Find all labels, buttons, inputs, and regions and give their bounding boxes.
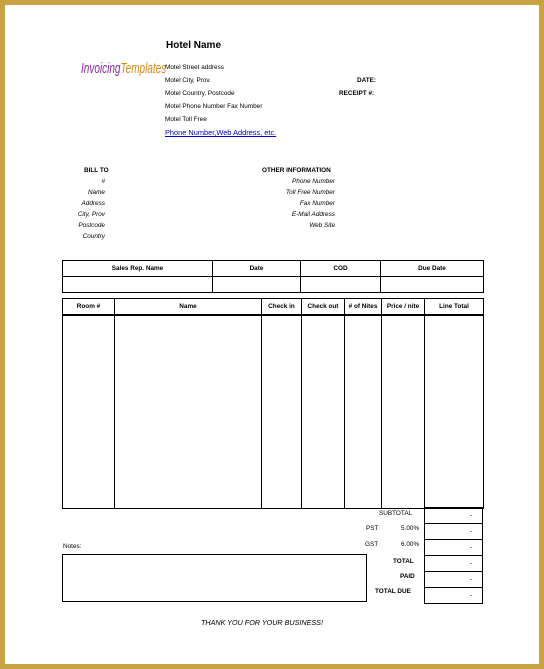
invoicing-templates-logo bbox=[81, 61, 166, 78]
check-in-header: Check in bbox=[262, 299, 302, 316]
totals-values bbox=[424, 507, 483, 604]
notes-box[interactable] bbox=[62, 554, 367, 602]
due-date-header: Due Date bbox=[381, 261, 484, 277]
subtotal-label: SUBTOTAL bbox=[379, 510, 413, 517]
notes-label: Notes: bbox=[63, 543, 82, 550]
paid-label: PAID bbox=[400, 573, 415, 580]
total-due-value[interactable]: - bbox=[425, 588, 483, 604]
nites-cell[interactable] bbox=[345, 315, 382, 509]
bill-to-field: Postcode bbox=[78, 222, 105, 229]
bill-to-fields bbox=[45, 178, 105, 244]
pst-rate: 5.00% bbox=[401, 525, 420, 532]
other-info-field: Web Site bbox=[309, 222, 335, 229]
cod-header: COD bbox=[301, 261, 381, 277]
hotel-street: Motel Street address bbox=[165, 64, 224, 71]
check-out-cell[interactable] bbox=[302, 315, 345, 509]
other-info-field: Phone Number bbox=[292, 178, 335, 185]
paid-value[interactable]: - bbox=[425, 572, 483, 588]
line-total-cell[interactable] bbox=[425, 315, 484, 509]
check-in-cell[interactable] bbox=[262, 315, 302, 509]
bill-to-title: BILL TO bbox=[84, 167, 109, 174]
logo-text-part1: Invoicing bbox=[81, 61, 121, 78]
cod-cell[interactable] bbox=[301, 277, 381, 293]
price-per-nite-header: Price / nite bbox=[382, 299, 425, 316]
other-information-fields bbox=[235, 178, 335, 233]
sales-rep-header: Sales Rep. Name bbox=[63, 261, 213, 277]
sales-rep-cell[interactable] bbox=[63, 277, 213, 293]
bill-to-field: Address bbox=[81, 200, 105, 207]
check-out-header: Check out bbox=[302, 299, 345, 316]
invoice-page bbox=[5, 5, 539, 664]
hotel-city: Motel City, Prov. bbox=[165, 77, 211, 84]
other-info-field: E-Mail Address bbox=[291, 211, 335, 218]
room-number-header: Room # bbox=[63, 299, 115, 316]
subtotal-value[interactable]: - bbox=[425, 508, 483, 524]
name-header: Name bbox=[115, 299, 262, 316]
gst-rate: 6.00% bbox=[401, 541, 420, 548]
hotel-phone-fax: Motel Phone Number Fax Number bbox=[165, 103, 263, 110]
bill-to-field: City, Prov bbox=[77, 211, 105, 218]
bill-to-field: Country bbox=[82, 233, 105, 240]
logo-text-part2: Templates bbox=[120, 61, 167, 78]
date-cell[interactable] bbox=[213, 277, 301, 293]
line-total-header: Line Total bbox=[425, 299, 484, 316]
due-date-cell[interactable] bbox=[381, 277, 484, 293]
pst-label: PST bbox=[366, 525, 379, 532]
other-information-title: OTHER INFORMATION bbox=[262, 167, 331, 174]
receipt-label: RECEIPT #: bbox=[339, 90, 375, 97]
gst-label: GST bbox=[365, 541, 379, 548]
date-header: Date bbox=[213, 261, 301, 277]
total-label: TOTAL bbox=[393, 558, 414, 565]
nites-header: # of Nites bbox=[345, 299, 382, 316]
other-info-field: Fax Number bbox=[299, 200, 335, 207]
total-value[interactable]: - bbox=[425, 556, 483, 572]
hotel-toll-free: Motel Toll Free bbox=[165, 116, 207, 123]
items-table bbox=[62, 298, 484, 509]
thank-you-message: THANK YOU FOR YOUR BUSINESS! bbox=[201, 618, 323, 627]
total-due-label: TOTAL DUE bbox=[375, 588, 411, 595]
hotel-name: Hotel Name bbox=[166, 40, 222, 51]
name-cell[interactable] bbox=[115, 315, 262, 509]
hotel-country: Motel Country, Postcode bbox=[165, 90, 235, 97]
bill-to-field: Name bbox=[87, 189, 105, 196]
sales-rep-table bbox=[62, 260, 484, 293]
pst-value[interactable]: - bbox=[425, 524, 483, 540]
other-info-field: Toll Free Number bbox=[285, 189, 335, 196]
date-label: DATE: bbox=[357, 77, 377, 84]
price-per-nite-cell[interactable] bbox=[382, 315, 425, 509]
hotel-contact-link[interactable]: Phone Number,Web Address, etc. bbox=[165, 128, 277, 137]
bill-to-field: # bbox=[101, 178, 105, 185]
room-number-cell[interactable] bbox=[63, 315, 115, 509]
gst-value[interactable]: - bbox=[425, 540, 483, 556]
